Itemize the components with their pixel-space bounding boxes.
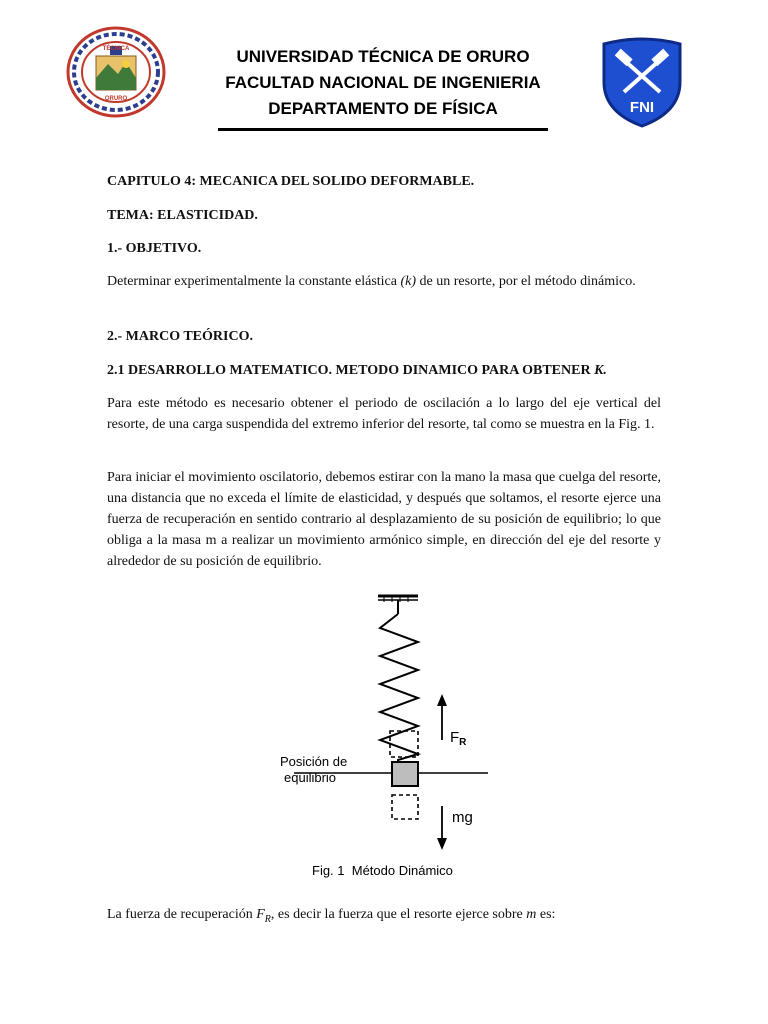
seal-top-text: TÉCNICA — [102, 46, 130, 52]
paragraph-oscillation: Para iniciar el movimiento oscilatorio, debemos estirar con la mano la masa que cuelga del resorte, una distancia que no exceda el límite de elasticidad, y después que soltamos, el resorte ejerce una fuerza de recuperación en sentido contrario al desplazamiento de su posición de equilibrio; lo que obliga a la masa m a realizar un movimiento armónico simple, en dirección del eje del resorte y alrededor de su posición de equilibrio. — [107, 470, 661, 569]
seal-bottom-text: ORURO — [104, 96, 128, 102]
spring — [380, 614, 418, 764]
mass-block — [392, 762, 418, 786]
fni-logo-text: FNI — [629, 99, 655, 116]
department-name: DEPARTAMENTO DE FÍSICA — [268, 99, 498, 118]
spring-mass-figure — [272, 588, 496, 890]
mass-symbol: m — [526, 907, 537, 922]
force-label-subscript: R — [459, 737, 467, 748]
objective-paragraph — [107, 271, 661, 292]
ceiling-support — [378, 596, 418, 614]
force-sentence-middle: , es decir la fuerza que el resorte ejerce sobre — [270, 907, 527, 922]
figure-caption: Fig. 1 Método Dinámico — [312, 863, 453, 878]
equilibrium-label-line2: equilibrio — [284, 770, 337, 785]
section-heading — [107, 360, 661, 381]
weight-arrow — [437, 806, 447, 850]
force-sentence-end: es: — [536, 907, 556, 922]
university-seal-logo — [66, 26, 166, 118]
restoring-force-symbol: $F_R$ — [256, 907, 271, 925]
chapter-heading: CAPITULO 4: MECANICA DEL SOLIDO DEFORMABLE. — [107, 174, 475, 189]
objective-text-start: Determinar experimentalmente la constante elástica — [107, 274, 401, 289]
lower-dashed-position — [392, 795, 418, 819]
framework-heading: 2.- MARCO TEÓRICO. — [107, 329, 253, 344]
faculty-name: FACULTAD NACIONAL DE INGENIERIA — [225, 73, 541, 92]
header-divider — [218, 128, 548, 131]
spring-constant-symbol: (k) — [400, 274, 417, 289]
force-sentence — [107, 904, 661, 930]
svg-text:FR — [450, 729, 467, 748]
objective-heading: 1.- OBJETIVO. — [107, 241, 202, 256]
section-heading-symbol: K. — [594, 363, 607, 378]
paragraph-period: Para este método es necesario obtener el periodo de oscilación a lo largo del eje vertical del resorte, de una carga suspendida del extremo inferior del resorte, tal como se muestra en la Fig. 1. — [107, 396, 661, 432]
section-heading-text: 2.1 DESARROLLO MATEMATICO. METODO DINAMICO PARA OBTENER — [107, 363, 595, 378]
fni-shield-logo — [596, 36, 688, 128]
restoring-force-arrow — [437, 694, 447, 740]
objective-text-end: de un resorte, por el método dinámico. — [416, 274, 636, 289]
force-label: F — [450, 729, 460, 746]
force-sentence-start: La fuerza de recuperación — [107, 907, 257, 922]
document-header — [180, 44, 586, 122]
topic-heading: TEMA: ELASTICIDAD. — [107, 208, 258, 223]
weight-label: mg — [452, 809, 473, 826]
equilibrium-label-line1: Posición de — [280, 754, 348, 769]
university-name: UNIVERSIDAD TÉCNICA DE ORURO — [236, 47, 530, 66]
